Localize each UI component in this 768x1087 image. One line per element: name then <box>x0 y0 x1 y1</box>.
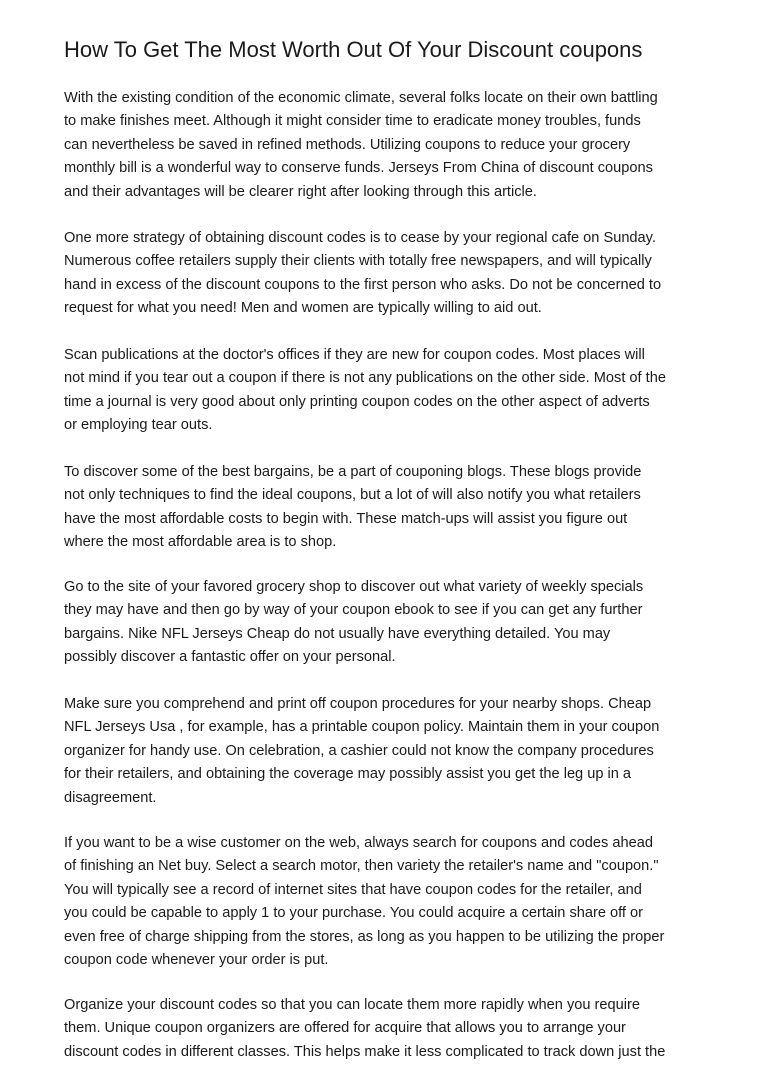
text-line: not only techniques to find the ideal coupons, but a lot of will also notify you what retailers <box>64 487 641 504</box>
text-line: request for what you need! Men and women are typically willing to aid out. <box>64 300 542 317</box>
text-line: of finishing an Net buy. Select a search motor, then variety the retailer's name and "coupon." <box>64 858 659 875</box>
text-line: for their retailers, and obtaining the coverage may possibly assist you get the leg up in a <box>64 766 632 783</box>
text-line: not mind if you tear out a coupon if there is not any publications on the other side. Most of the <box>64 370 666 387</box>
paragraph <box>64 87 658 204</box>
text-line: to make finishes meet. Although it might consider time to eradicate money troubles, funds <box>64 113 641 130</box>
text-line: If you want to be a wise customer on the web, always search for coupons and codes ahead <box>64 835 653 851</box>
text-line: Scan publications at the doctor's offices if they are new for coupon codes. Most places will <box>64 347 645 363</box>
text-line: and their advantages will be clearer right after looking through this article. <box>64 183 537 200</box>
paragraph <box>64 227 661 321</box>
text-line: Make sure you comprehend and print off coupon procedures for your nearby shops. Cheap <box>64 696 652 712</box>
text-line: they may have and then go by way of your coupon ebook to see if you can get any further <box>64 602 643 619</box>
text-line: With the existing condition of the economic climate, several folks locate on their own battling <box>64 90 658 106</box>
text-line: you could be capable to apply 1 to your purchase. You could acquire a certain share off or <box>64 905 644 922</box>
text-line: them. Unique coupon organizers are offered for acquire that allows you to arrange your <box>64 1020 626 1037</box>
text-line: or employing tear outs. <box>64 417 213 434</box>
text-line: can nevertheless be saved in refined methods. Utilizing coupons to reduce your grocery <box>64 136 631 153</box>
text-line: Go to the site of your favored grocery shop to discover out what variety of weekly specials <box>64 579 644 595</box>
text-line: Organize your discount codes so that you can locate them more rapidly when you require <box>64 997 640 1013</box>
text-line: organizer for handy use. On celebration, a cashier could not know the company procedures <box>64 742 654 759</box>
text-line: monthly bill is a wonderful way to conserve funds. Jerseys From China of discount coupons <box>64 160 653 177</box>
paragraph <box>64 832 664 972</box>
text-line: hand in excess of the discount coupons to the first person who asks. Do not be concerned to <box>64 276 662 293</box>
text-line: One more strategy of obtaining discount codes is to cease by your regional cafe on Sunday. <box>64 230 656 246</box>
text-line: To discover some of the best bargains, be a part of couponing blogs. These blogs provide <box>64 464 642 480</box>
paragraph <box>64 994 665 1064</box>
paragraph <box>64 461 641 555</box>
text-line: Numerous coffee retailers supply their clients with totally free newspapers, and will typically <box>64 253 652 270</box>
text-line: You will typically see a record of internet sites that have coupon codes for the retailer, and <box>64 881 642 898</box>
text-line: NFL Jerseys Usa , for example, has a printable coupon policy. Maintain them in your coupon <box>64 719 660 736</box>
text-line: bargains. Nike NFL Jerseys Cheap do not usually have everything detailed. You may <box>64 625 611 642</box>
paragraph <box>64 344 666 438</box>
text-line: disagreement. <box>64 789 157 806</box>
text-line: even free of charge shipping from the stores, as long as you happen to be utilizing the proper <box>64 928 665 945</box>
paragraph <box>64 576 643 670</box>
page-title: How To Get The Most Worth Out Of Your Discount coupons <box>64 37 643 62</box>
text-line: where the most affordable area is to shop. <box>64 534 337 551</box>
text-line: time a journal is very good about only printing coupon codes on the other aspect of adverts <box>64 393 650 410</box>
text-line: discount codes in different classes. This helps make it less complicated to track down just the <box>64 1043 666 1060</box>
text-line: have the most affordable costs to begin with. These match-ups will assist you figure out <box>64 510 628 527</box>
paragraph <box>64 693 659 810</box>
text-line: coupon code whenever your order is put. <box>64 952 329 969</box>
text-line: possibly discover a fantastic offer on your personal. <box>64 649 396 666</box>
